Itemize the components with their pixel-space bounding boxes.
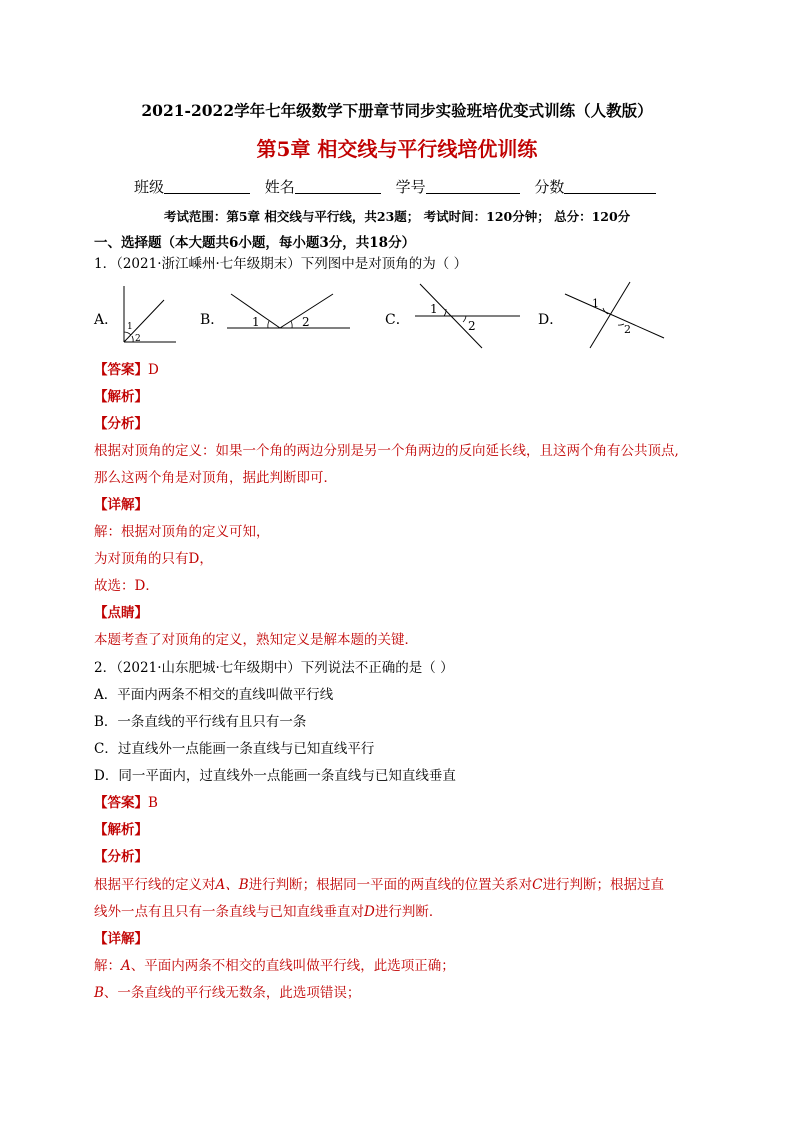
q2-fenxi-tag: 【分析】 [94,849,148,865]
q1-b-angle-1: 1 [252,315,260,329]
q1-answer: 【答案】D [94,362,159,378]
class-blank [164,179,250,194]
q2-xiangjie-line2: B、一条直线的平行线无数条，此选项错误； [94,985,361,1001]
q1-a-angle-2: 2 [135,334,141,344]
q1-c-angle-2: 2 [468,319,476,333]
q1-d-angle-1: 1 [592,297,599,310]
name-label: 姓名 [264,178,295,196]
q2-option-b: B．一条直线的平行线有且只有一条 [94,714,307,730]
q2-xiangjie-line1: 解：A、平面内两条不相交的直线叫做平行线，此选项正确； [94,958,455,974]
q2-option-a: A．平面内两条不相交的直线叫做平行线 [94,687,334,703]
score-blank [564,179,656,194]
q1-fenxi-line1: 根据对顶角的定义：如果一个角的两边分别是另一个角两边的反向延长线，且这两个角有公共顶点, [94,443,679,459]
q1-jiexi-tag: 【解析】 [94,389,148,405]
q2-stem: 2．（2021·山东肥城·七年级期中）下列说法不正确的是（ ） [94,660,454,676]
q1-option-a-label: A． [94,312,119,328]
id-label: 学号 [395,178,426,196]
q1-figure-a [118,284,178,346]
q1-xiangjie-tag: 【详解】 [94,497,148,513]
name-blank [295,179,381,194]
q1-c-angle-1: 1 [430,302,438,316]
q1-d-angle-2: 2 [624,323,631,336]
q1-figure-d [562,280,670,352]
q1-stem: 1．（2021·浙江嵊州·七年级期末）下列图中是对顶角的为（ ） [94,256,468,272]
chapter-title: 第5章 相交线与平行线培优训练 [256,137,538,161]
q1-xiangjie-line2: 为对顶角的只有D， [94,551,213,567]
q1-b-angle-2: 2 [302,315,310,329]
q1-fenxi-line2: 那么这两个角是对顶角，据此判断即可． [94,470,337,486]
q2-option-d: D．同一平面内，过直线外一点能画一条直线与已知直线垂直 [94,768,456,784]
document-title: 2021-2022学年七年级数学下册章节同步实验班培优变式训练（人教版） [141,101,653,120]
exam-scope: 考试范围：第5章 相交线与平行线，共23题； 考试时间：120分钟； 总分：120分 [163,209,631,224]
id-blank [426,179,520,194]
q2-jiexi-tag: 【解析】 [94,822,148,838]
q1-option-d-label: D． [538,312,564,328]
q2-xiangjie-tag: 【详解】 [94,931,148,947]
q1-figure-b [225,290,355,335]
student-info-fields [134,176,666,197]
q1-dianjing-tag: 【点睛】 [94,605,148,621]
q2-fenxi-line2: 线外一点有且只有一条直线与已知直线垂直对D进行判断． [94,904,443,920]
q2-option-c: C．过直线外一点能画一条直线与已知直线平行 [94,741,375,757]
q2-fenxi-line1: 根据平行线的定义对A、B进行判断；根据同一平面的两直线的位置关系对C进行判断；根据过直 [94,877,665,893]
q1-xiangjie-line3: 故选：D． [94,578,159,594]
q1-figure-c [410,282,525,350]
section-heading: 一、选择题（本大题共6小题，每小题3分，共18分） [94,235,416,251]
score-label: 分数 [534,178,565,196]
q1-dianjing-text: 本题考查了对顶角的定义，熟知定义是解本题的关键． [94,632,418,648]
q1-fenxi-tag: 【分析】 [94,416,148,432]
q1-option-b-label: B． [200,312,225,328]
q2-answer: 【答案】B [94,795,158,811]
q1-xiangjie-line1: 解：根据对顶角的定义可知， [94,524,270,540]
q1-a-angle-1: 1 [127,322,133,332]
q1-option-c-label: C． [385,312,410,328]
class-label: 班级 [134,178,165,196]
